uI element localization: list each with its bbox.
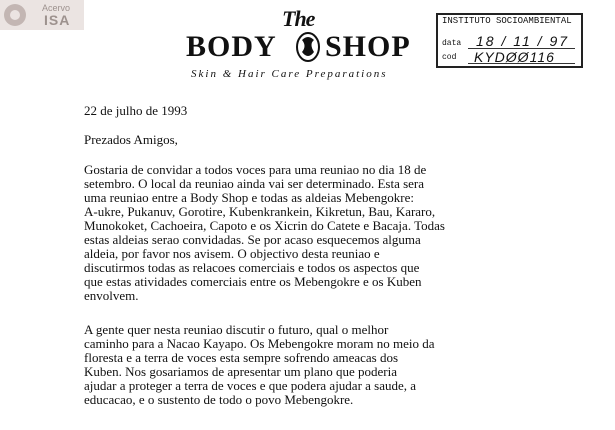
letter-body bbox=[84, 104, 520, 427]
stamp-data-label: data bbox=[442, 39, 462, 48]
stamp-rule bbox=[468, 63, 575, 64]
logo-shop-word: SHOP bbox=[325, 30, 411, 63]
logo-body-word: BODY bbox=[186, 30, 277, 63]
watermark-line2: ISA bbox=[44, 12, 71, 28]
stamp-header: INSTITUTO SOCIOAMBIENTAL bbox=[442, 16, 572, 26]
paragraph-2 bbox=[84, 323, 520, 407]
text-line: ajudar a proteger a terra de voces e que podera ajudar a saude, a bbox=[84, 378, 417, 393]
paragraph-1 bbox=[84, 163, 520, 303]
text-line: floresta e a terra de voces esta sempre sofrendo ameacas dos bbox=[84, 350, 399, 365]
letterhead-tagline: Skin & Hair Care Preparations bbox=[191, 68, 388, 80]
text-line: Kuben. Nos gosariamos de apresentar um plano que poderia bbox=[84, 364, 397, 379]
archive-stamp bbox=[436, 13, 583, 68]
body-shop-emblem-icon bbox=[293, 30, 323, 64]
acervo-isa-watermark bbox=[0, 0, 84, 30]
letter-greeting: Prezados Amigos, bbox=[84, 132, 178, 147]
text-line: aldeia, por favor nos avisem. O objectivo desta reuniao e bbox=[84, 246, 380, 261]
text-line: caminho para a Nacao Kayapo. Os Mebengokre moram no meio da bbox=[84, 336, 435, 351]
stamp-cod-value: KYDØØ116 bbox=[474, 49, 555, 65]
text-line: uma reuniao entre a Body Shop e todas as aldeias Mebengokre: bbox=[84, 190, 414, 205]
text-line: Gostaria de convidar a todos voces para uma reuniao no dia 18 de bbox=[84, 162, 427, 177]
stamp-cod-label: cod bbox=[442, 53, 457, 62]
text-line: A-ukre, Pukanuv, Gorotire, Kubenkrankein, Kikretun, Bau, Kararo, bbox=[84, 204, 436, 219]
text-line: setembro. O local da reuniao ainda vai ser determinado. Esta sera bbox=[84, 176, 425, 191]
text-line: estas aldeias serao convidadas. Se por acaso esquecemos alguma bbox=[84, 232, 421, 247]
watermark-line1: Acervo bbox=[42, 3, 71, 13]
logo-the: The bbox=[282, 6, 315, 31]
text-line: que estas atividades comerciais entre os Mebengokre e os Kuben bbox=[84, 274, 422, 289]
letter-date: 22 de julho de 1993 bbox=[84, 103, 188, 118]
text-line: educacao, e o sustento de todo o povo Mebengokre. bbox=[84, 392, 354, 407]
text-line: A gente quer nesta reuniao discutir o futuro, qual o melhor bbox=[84, 322, 389, 337]
text-line: Munokoket, Cachoeira, Capoto e os Xicrin do Catete e Bacaja. Todas bbox=[84, 218, 445, 233]
text-line: envolvem. bbox=[84, 288, 139, 303]
text-line: discutirmos todas as relacoes comerciais e todos os aspectos que bbox=[84, 260, 420, 275]
stamp-data-value: 18 / 11 / 97 bbox=[476, 33, 570, 49]
isa-logo-icon bbox=[4, 4, 26, 26]
